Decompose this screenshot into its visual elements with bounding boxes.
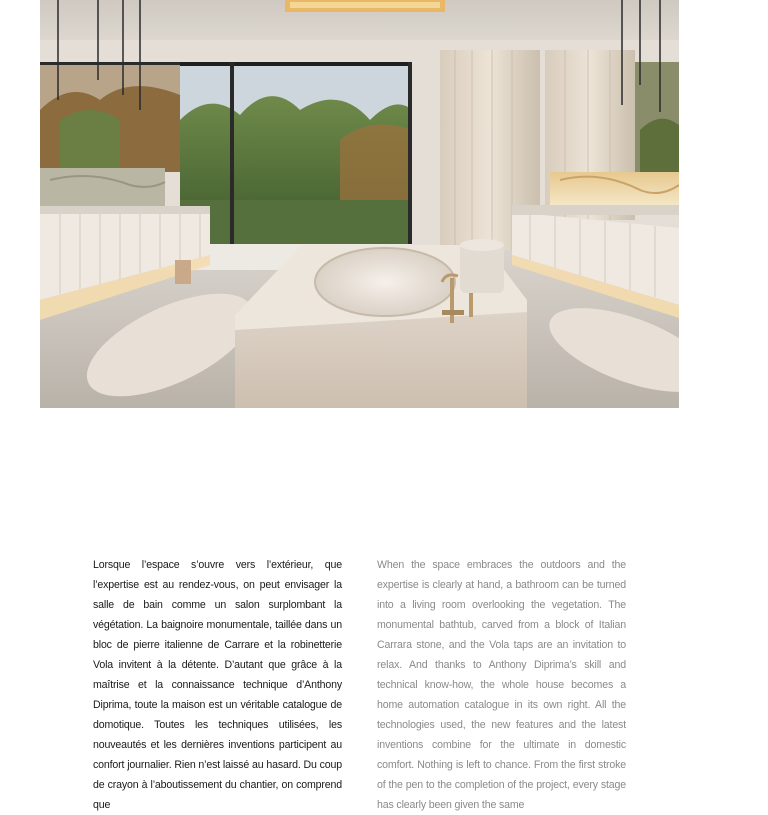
article-text-english [377, 555, 626, 815]
bathroom-illustration [40, 0, 679, 408]
french-paragraph: Lorsque l’espace s’ouvre vers l’extérieur, que l’expertise est au rendez-vous, on peut envisager la salle de bain comme un salon surplombant la végétation. La baignoire monumentale, taillée dans un bloc de pierre italienne de Carrare et la robinetterie Vola invitent à la détente. D’autant que grâce à la maîtrise et la connaissance technique d’Anthony Diprima, toute la maison est un véritable catalogue de domotique. Toutes les techniques utilisées, les nouveautés et les dernières inventions participent au confort journalier. Rien n’est laissé au hasard. Du coup de crayon à l’aboutissement du chantier, on comprend que [93, 559, 342, 811]
article-text-french [93, 555, 342, 815]
bathroom-photo [40, 0, 679, 408]
english-paragraph: When the space embraces the outdoors and the expertise is clearly at hand, a bathroom can be turned into a living room overlooking the vegetation. The monumental bathtub, carved from a block of Italian Carrara stone, and the Vola taps are an invitation to relax. And thanks to Anthony Diprima’s skill and technical know-how, the whole house becomes a home automation catalogue in its own right. All the technologies used, the new features and the latest inventions combine for the ultimate in domestic comfort. Nothing is left to chance. From the first stroke of the pen to the completion of the project, every stage has clearly been given the same [377, 559, 626, 811]
